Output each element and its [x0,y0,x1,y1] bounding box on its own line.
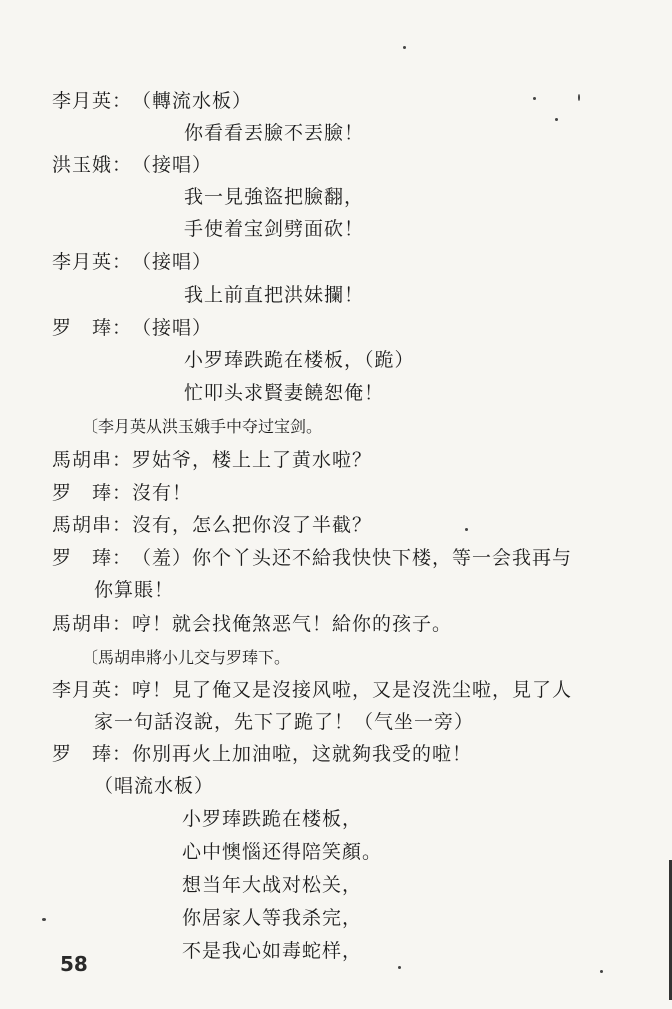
line-text: 你別再火上加油啦，这就夠我受的啦！ [132,743,473,765]
dialogue-line [184,121,364,145]
line-text: 〔馬胡串將小儿交与罗琫下。 [82,648,291,667]
dialogue-line [94,774,214,798]
speaker-name: 洪玉娥： [52,154,133,176]
line-text: 罗姑爷，楼上上了黄水啦？ [132,449,373,471]
dialogue-line [52,612,452,636]
line-text: 小罗琫跌跪在楼板， [182,808,363,830]
speaker-name: 李月英： [52,251,133,273]
dialogue-line [52,546,572,570]
scan-speck [600,970,603,973]
scan-speck [465,528,468,531]
dialogue-line [52,89,252,113]
dialogue-line [94,578,174,602]
page-number: 58 [60,952,88,976]
scan-speck [555,118,558,121]
line-text: 你居家人等我杀完， [182,907,363,929]
line-text: 我上前直把洪妹攔！ [184,284,365,306]
speaker-name: 馬胡串： [52,449,133,471]
scan-speck [398,966,401,969]
line-text: 你看看丟臉不丟臉！ [184,122,365,144]
line-text: 沒有，怎么把你沒了半截？ [132,514,373,536]
speaker-name: 罗 琫： [52,317,133,339]
dialogue-line [52,153,212,177]
speaker-name: 罗 琫： [52,547,133,569]
dialogue-line [52,513,372,537]
dialogue-line [94,710,474,734]
dialogue-line [52,742,472,766]
line-text: （轉流水板） [132,90,253,112]
dialogue-line [52,678,572,702]
dialogue-line [182,939,362,963]
speaker-name: 馬胡串： [52,613,133,635]
speaker-name: 罗 琫： [52,482,133,504]
scan-speck [578,94,580,101]
stage-direction [82,415,322,439]
line-text: 家一句話沒說，先下了跪了！（气坐一旁） [94,711,475,733]
stage-direction [82,646,290,670]
dialogue-line [52,448,372,472]
line-text: 忙叩头求賢妻饒恕俺！ [184,382,385,404]
dialogue-line [52,316,212,340]
dialogue-line [52,250,212,274]
line-text: 不是我心如毒蛇样， [182,940,363,962]
scan-speck [403,46,406,49]
line-text: 哼！就会找俺煞恶气！給你的孩子。 [132,613,453,635]
scan-speck [42,918,46,921]
speaker-name: 馬胡串： [52,514,133,536]
line-text: 哼！見了俺又是沒接风啦，又是沒洗尘啦，見了人 [132,679,573,701]
speaker-name: 李月英： [52,679,133,701]
dialogue-line [182,807,362,831]
line-text: （接唱） [132,154,213,176]
line-text: 沒有！ [132,482,193,504]
line-text: 〔李月英从洪玉娥手中夺过宝剑。 [82,417,323,436]
line-text: 想当年大战对松关， [182,874,363,896]
dialogue-line [184,283,364,307]
line-text: （接唱） [132,251,213,273]
line-text: 你算賬！ [94,579,175,601]
dialogue-line [184,348,415,372]
dialogue-line [182,840,382,864]
speaker-name: 罗 琫： [52,743,133,765]
speaker-name: 李月英： [52,90,133,112]
line-text: （唱流水板） [94,775,215,797]
line-text: 心中懊惱还得陪笑顏。 [182,841,383,863]
line-text: 我一見強盜把臉翻， [184,186,365,208]
dialogue-line [182,873,362,897]
dialogue-line [184,217,364,241]
dialogue-line [184,381,384,405]
dialogue-line [182,906,362,930]
scan-speck [533,97,536,100]
dialogue-line [52,481,192,505]
line-text: （接唱） [132,317,213,339]
line-text: 小罗琫跌跪在楼板，（跪） [184,349,415,371]
line-text: 手使着宝剑劈面砍！ [184,218,365,240]
line-text: （羞）你个丫头还不給我快快下楼，等一会我再与 [132,547,573,569]
dialogue-line [184,185,364,209]
